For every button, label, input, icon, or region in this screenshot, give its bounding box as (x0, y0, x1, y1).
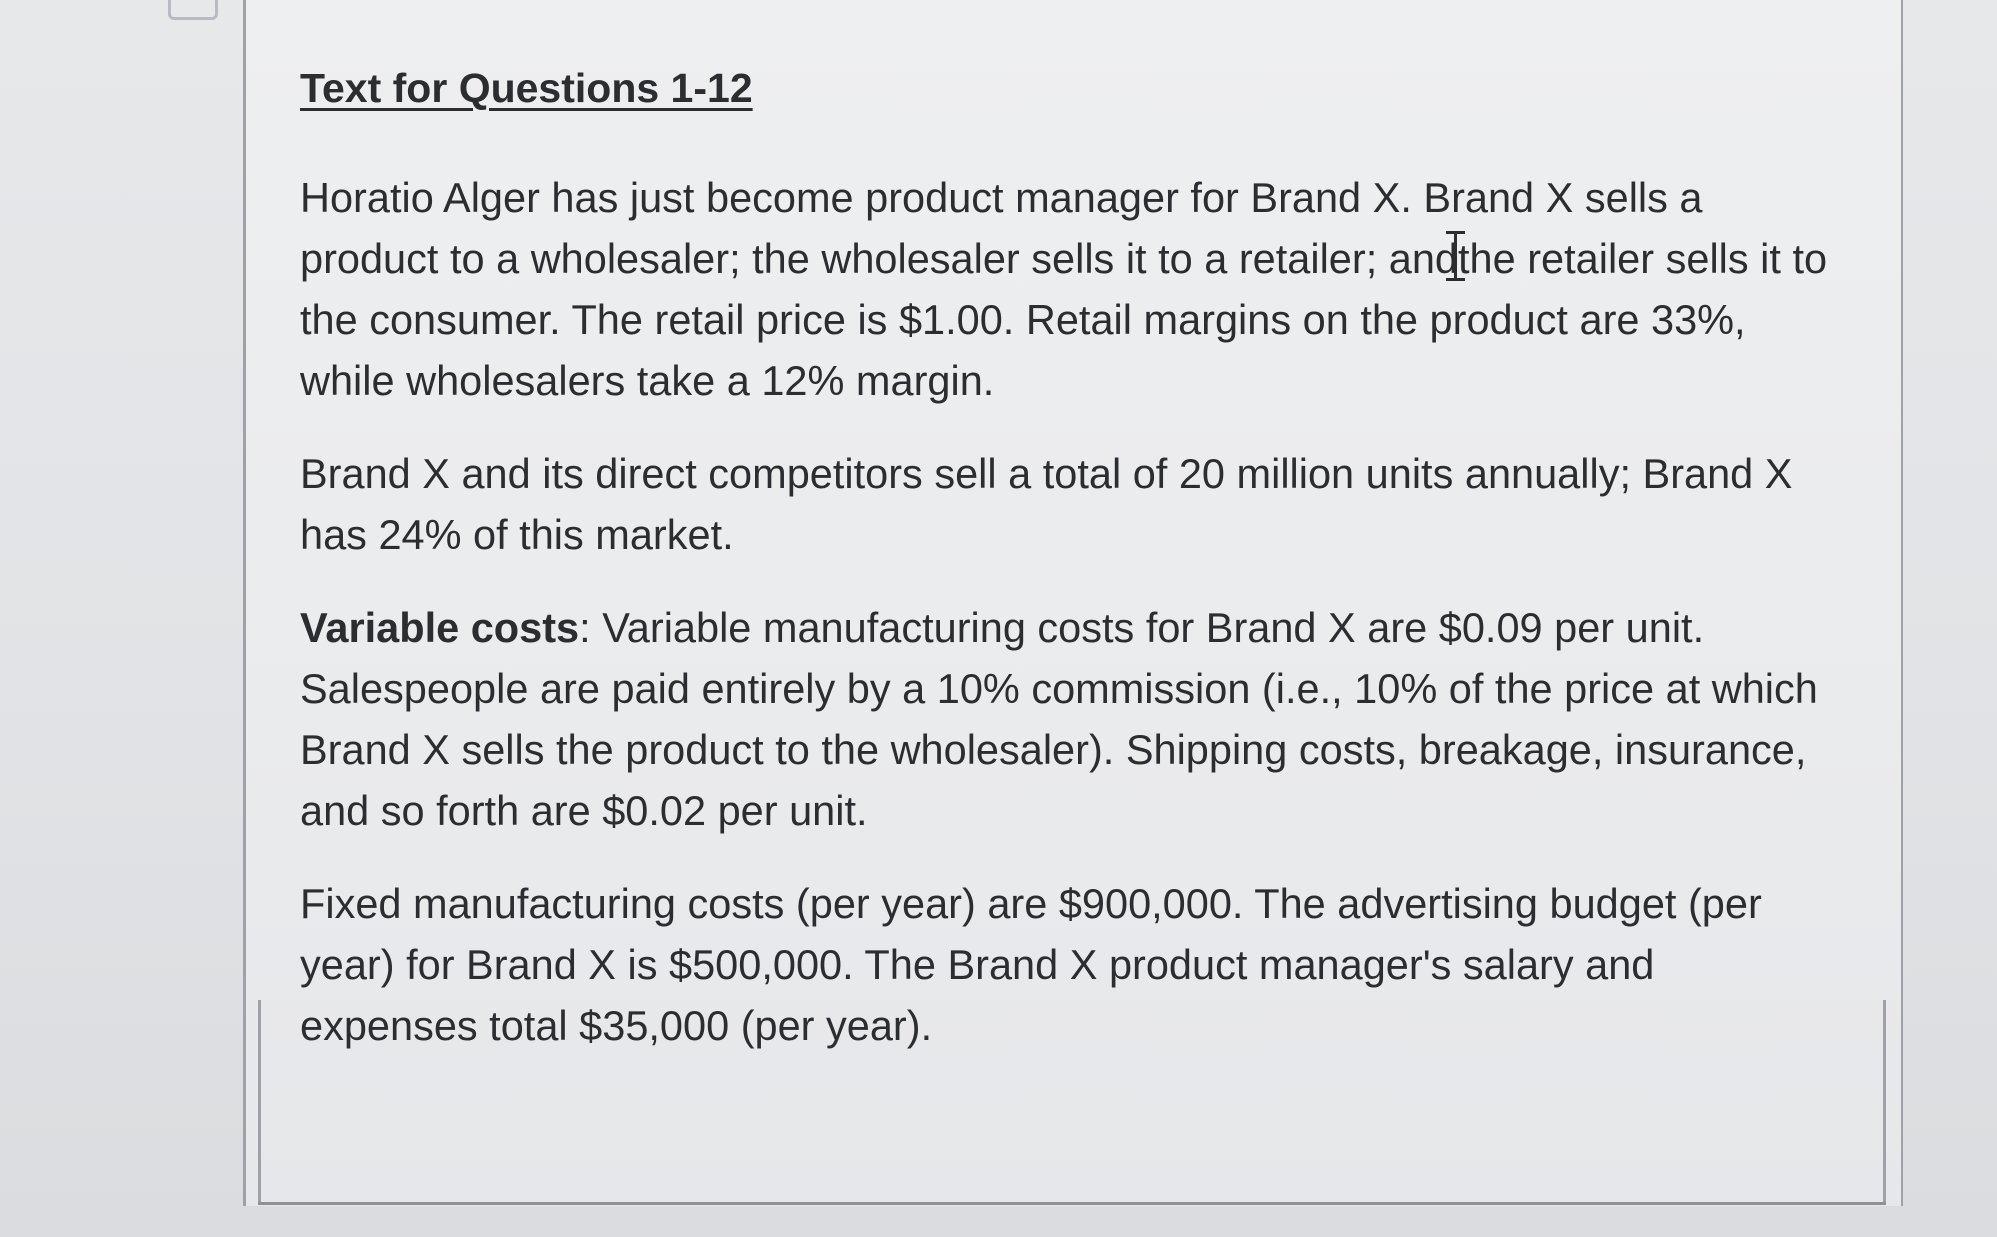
variable-costs-label: Variable costs (300, 604, 580, 651)
question-text-content (300, 58, 1860, 1088)
checkbox-corner[interactable] (168, 0, 218, 20)
variable-costs-text: : Variable manufacturing costs for Brand X are $0.09 per unit. Salespeople are paid entirely by a 10% commission (i.e., 10% of the price at which Brand X sells the product to the wholesaler). Shipping costs, breakage, insurance, and so forth are $0.02 per unit. (300, 604, 1818, 834)
paragraph-intro-part2: the retailer sells it to the consumer. The retail price is $1.00. Retail margins on the product are 33%, while wholesalers take a 12% margin. (300, 235, 1828, 404)
paragraph-market: Brand X and its direct competitors sell a total of 20 million units annually; Brand X has 24% of this market. (300, 450, 1793, 558)
paragraph-intro (300, 167, 1840, 411)
panel-left-border (258, 1000, 261, 1205)
paragraph-intro-part1: Horatio Alger has just become product manager for Brand X. Brand X sells a product to a wholesaler; the wholesaler sells it to a retailer; and (300, 174, 1703, 282)
section-heading: Text for Questions 1-12 (300, 65, 753, 111)
paragraph-variable-costs (300, 597, 1840, 841)
paragraph-fixed-costs: Fixed manufacturing costs (per year) are $900,000. The advertising budget (per year) for Brand X is $500,000. The Brand X product manager's salary and expenses total $35,000 (per year). (300, 880, 1762, 1049)
panel-right-border (1883, 1000, 1886, 1205)
panel-bottom-border (258, 1202, 1886, 1205)
